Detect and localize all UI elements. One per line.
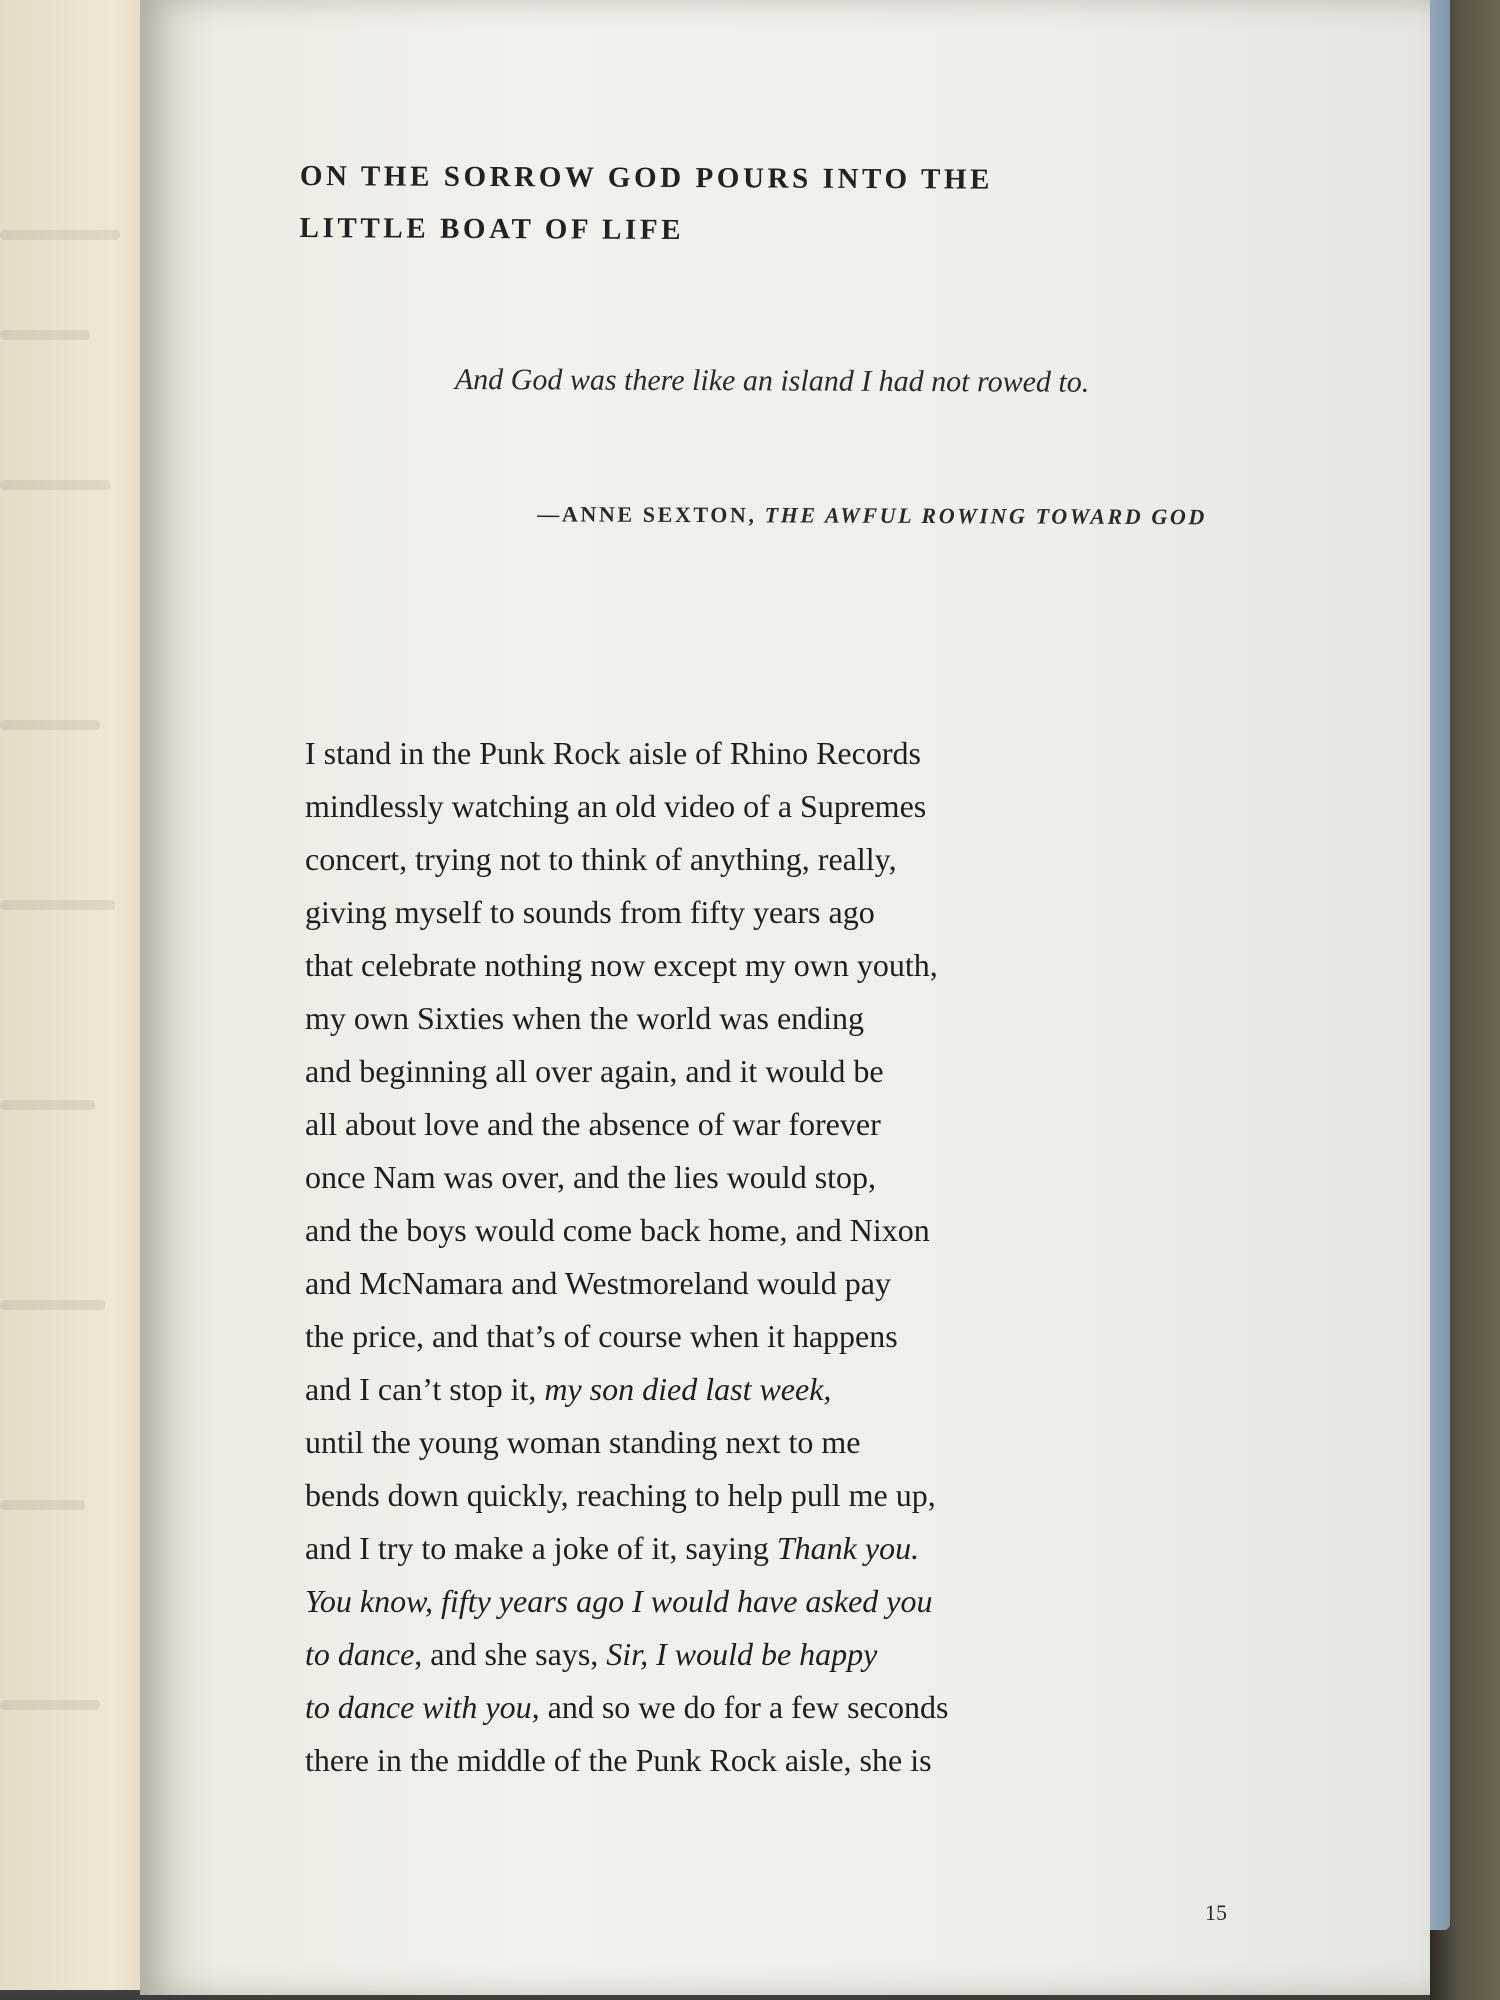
poem-text: giving myself to sounds from fifty years ago [305,894,875,930]
poem-line [305,1681,1205,1734]
poem-text: all about love and the absence of war forever [305,1106,881,1142]
poem-line [305,1098,1205,1151]
poem-text: and so we do for a few seconds [539,1689,949,1725]
page-number: 15 [1205,1900,1227,1925]
poem-line [305,1151,1205,1204]
bleed-through-text [0,230,120,240]
poem-line [305,1734,1205,1787]
bleed-through-text [0,1500,85,1510]
bleed-through-text [0,1700,100,1710]
poem-italic-text: Thank you. [776,1530,920,1566]
poem-text: my own Sixties when the world was ending [305,1000,865,1036]
poem-text: and the boys would come back home, and Nixon [305,1212,930,1248]
poem-line [305,992,1205,1045]
poem-text: and McNamara and Westmoreland would pay [305,1265,891,1301]
epigraph-quote: And God was there like an island I had not rowed to. [454,362,1090,399]
poem-line [305,1469,1205,1522]
poem-text: I stand in the Punk Rock aisle of Rhino Records [305,735,921,771]
epigraph-book-title: THE AWFUL ROWING TOWARD GOD [764,502,1207,530]
poem-line [305,780,1205,833]
poem-italic-text: to dance [305,1636,415,1672]
epigraph-author: —ANNE SEXTON, [537,501,757,528]
epigraph-attribution [455,488,1207,543]
bleed-through-text [0,330,90,340]
bleed-through-text [0,1300,105,1310]
bleed-through-text [0,1100,95,1110]
poem-line [305,1416,1205,1469]
bleed-through-text [0,480,110,490]
poem-text: there in the middle of the Punk Rock aisle, she is [305,1742,932,1778]
poem-text: and I can’t stop it, [305,1371,545,1407]
poem-body [305,727,1205,1787]
poem-text: the price, and that’s of course when it happens [305,1318,898,1354]
poem-line [305,1575,1205,1628]
poem-italic-text: Sir, I would be happy [606,1636,878,1672]
poem-text: , and she says, [414,1636,607,1672]
facing-page [0,0,160,1990]
poem-line [305,1522,1205,1575]
poem-text: that celebrate nothing now except my own youth, [305,947,938,983]
poem-line [305,1363,1205,1416]
poem-text: once Nam was over, and the lies would stop, [305,1159,877,1195]
book-page [140,0,1430,1995]
poem-text: concert, trying not to think of anything, really, [305,841,897,877]
poem-line [305,1310,1205,1363]
poem-line [305,1628,1205,1681]
poem-line [305,727,1205,780]
poem-italic-text: You know, fifty years ago I would have asked you [305,1583,933,1619]
bleed-through-text [0,900,115,910]
poem-italic-text: my son died last week, [544,1371,832,1407]
poem-line [305,1204,1205,1257]
poem-text: and I try to make a joke of it, saying [305,1530,777,1566]
poem-line [305,833,1205,886]
poem-text: until the young woman standing next to me [305,1424,861,1460]
poem-line [305,1045,1205,1098]
poem-title: ON THE SORROW GOD POURS INTO THE LITTLE BOAT OF LIFE [299,159,994,247]
poem-text: bends down quickly, reaching to help pull me up, [305,1477,936,1513]
poem-line [305,886,1205,939]
poem-italic-text: to dance with you, [305,1689,540,1725]
bleed-through-text [0,720,100,730]
poem-line [305,939,1205,992]
poem-line [305,1257,1205,1310]
poem-text: and beginning all over again, and it would be [305,1053,884,1089]
poem-text: mindlessly watching an old video of a Supremes [305,788,927,824]
